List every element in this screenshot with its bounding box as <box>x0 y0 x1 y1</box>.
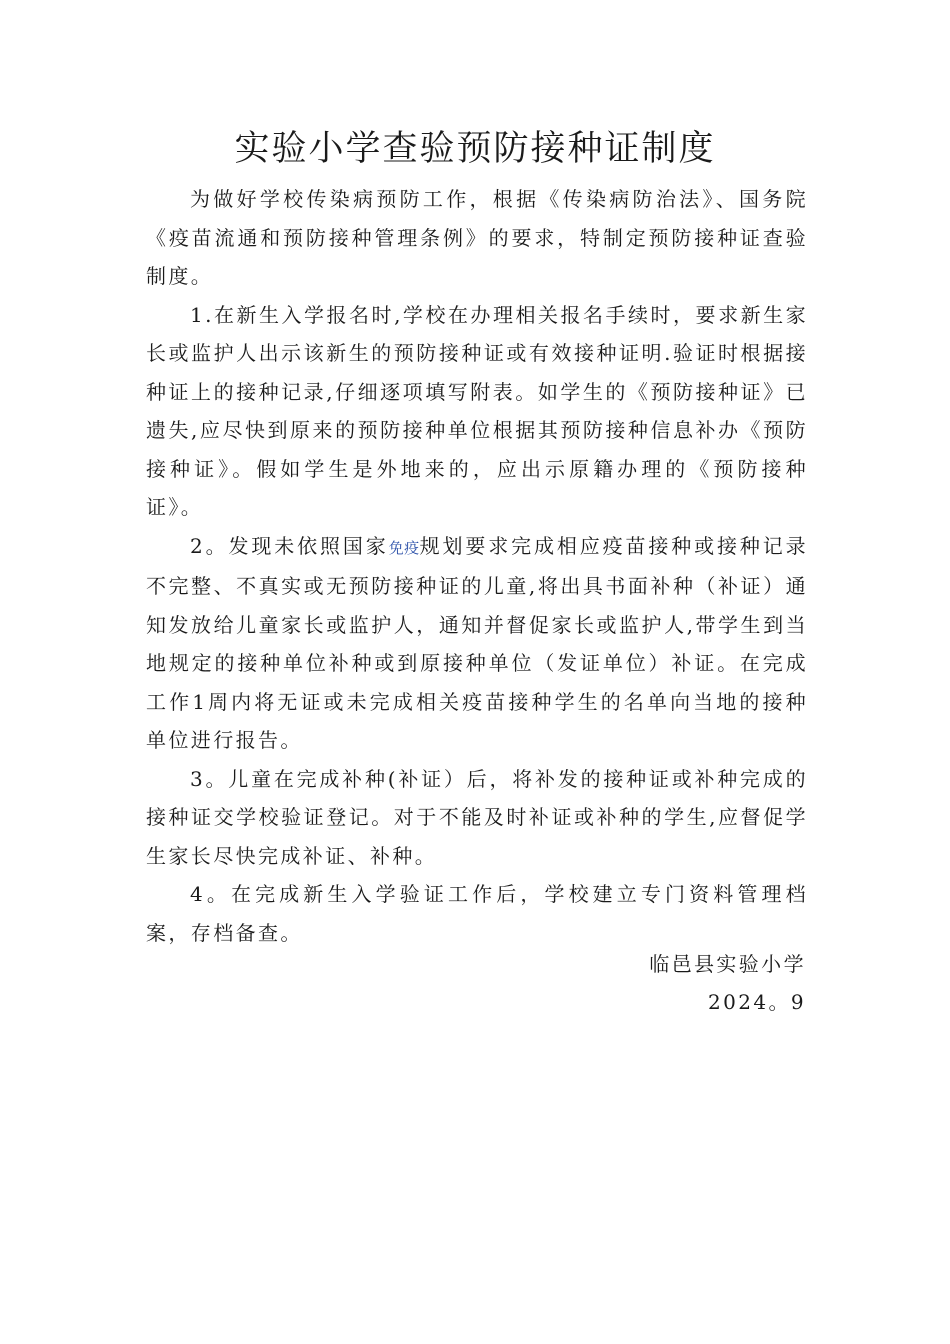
item-2-text-before: 2。发现未依照国家 <box>190 533 389 558</box>
item-1-paragraph: 1.在新生入学报名时,学校在办理相关报名手续时，要求新生家长或监护人出示该新生的预防接种证或有效接种证明.验证时根据接种证上的接种记录,仔细逐项填写附表。如学生的《预防接种证》已遗失,应尽快到原来的预防接种单位根据其预防接种信息补办《预防接种证》。假如学生是外地来的，应出示原籍办理的《预防接种证》。 <box>146 302 808 519</box>
signature-block <box>649 945 806 1021</box>
signature-date: 2024。9 <box>707 990 806 1014</box>
intro-paragraph: 为做好学校传染病预防工作，根据《传染病防治法》、国务院《疫苗流通和预防接种管理条例》的要求，特制定预防接种证查验制度。 <box>146 187 808 288</box>
signature-organization: 临邑县实验小学 <box>649 952 806 976</box>
item-2-text-after: 规划要求完成相应疫苗接种或接种记录不完整、不真实或无预防接种证的儿童,将出具书面补种（补证）通知发放给儿童家长或监护人，通知并督促家长或监护人,带学生到当地规定的接种单位补种或到原接种单位（发证单位）补证。在完成工作1周内将无证或未完成相关疫苗接种学生的名单向当地的接种单位进行报告。 <box>146 533 808 752</box>
item-2-paragraph <box>146 527 808 760</box>
item-4-paragraph: 4。在完成新生入学验证工作后，学校建立专门资料管理档案，存档备查。 <box>146 882 808 945</box>
immunization-link[interactable]: 免疫 <box>388 538 420 557</box>
document-body <box>146 180 808 952</box>
document-title: 实验小学查验预防接种证制度 <box>234 129 716 169</box>
item-3-paragraph: 3。儿童在完成补种(补证）后，将补发的接种证或补种完成的接种证交学校验证登记。对于不能及时补证或补种的学生,应督促学生家长尽快完成补证、补种。 <box>146 766 808 868</box>
